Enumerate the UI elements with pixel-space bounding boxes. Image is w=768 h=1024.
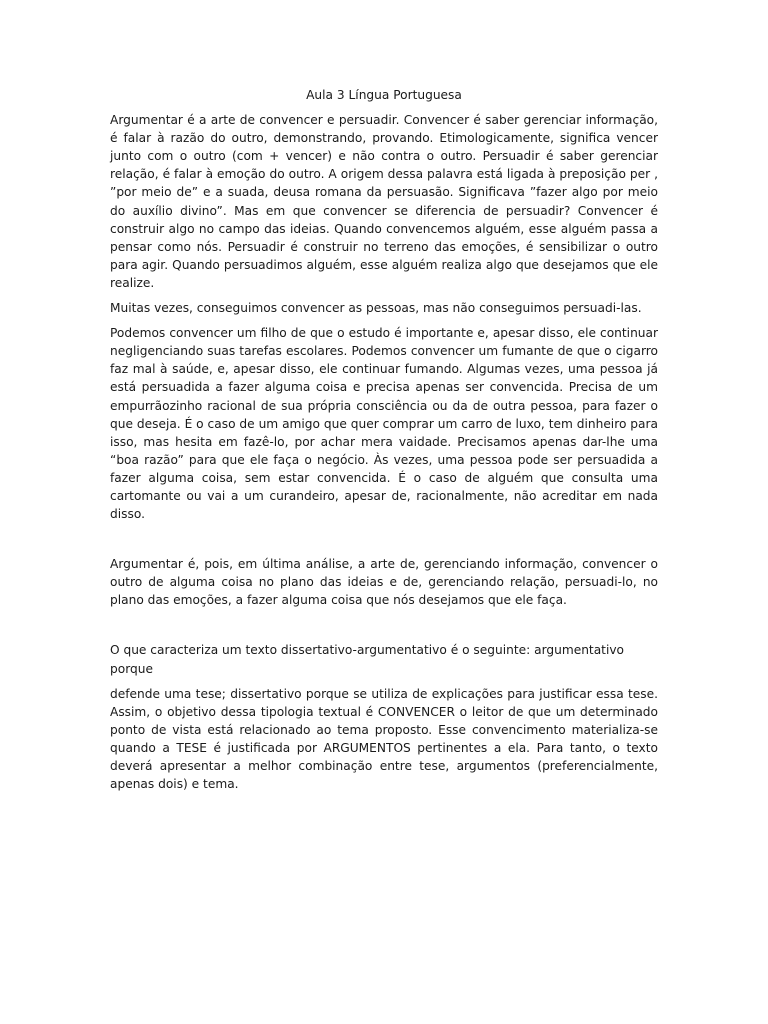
paragraph-texto-dissertativo: O que caracteriza um texto dissertativo-argumentativo é o seguinte: argumentativo porque: [110, 643, 625, 676]
paragraph-argumentar-conclusao: Argumentar é, pois, em última análise, a arte de, gerenciando informação, convencer o outro de alguma coisa no plano das ideias e de, gerenciando relação, persuadi-lo, no plano das emoções, a fazer alguma coisa que nós desejamos que ele faça.: [110, 557, 658, 608]
paragraph-defende-tese: defende uma tese; dissertativo porque se utiliza de explicações para justificar essa tese. Assim, o objetivo dessa tipologia textual é CONVENCER o leitor de que um determinado ponto de vista está relacionado ao tema proposto. Esse convencimento materializa-se quando a TESE é justificada por ARGUMENTOS pertinentes a ela. Para tanto, o texto deverá apresentar a melhor combinação entre tese, argumentos (preferencialmente, apenas dois) e tema.: [110, 686, 658, 792]
document-body: [110, 86, 658, 800]
blank-line: [110, 530, 658, 555]
paragraph-muitas-vezes: Muitas vezes, conseguimos convencer as pessoas, mas não conseguimos persuadi-las.: [110, 301, 642, 316]
paragraph-argumentar: Argumentar é a arte de convencer e persuadir. Convencer é saber gerenciar informação, é falar à razão do outro, demonstrando, provando. Etimologicamente, significa vencer junto com o outro (com + vencer) e não contra o outro. Persuadir é saber gerenciar relação, é falar à emoção do outro. A origem dessa palavra está ligada à preposição per , ”por meio de” e a suada, deusa romana da persuasão. Significava ”fazer algo por meio do auxílio divino”. Mas em que convencer se diferencia de persuadir? Convencer é construir algo no campo das ideias. Quando convencemos alguém, esse alguém passa a pensar como nós. Persuadir é construir no terreno das emoções, é sensibilizar o outro para agir. Quando persuadimos alguém, esse alguém realiza algo que desejamos que ele realize.: [110, 113, 658, 290]
blank-line: [110, 616, 658, 641]
page-title: Aula 3 Língua Portuguesa: [306, 88, 462, 102]
paragraph-podemos-convencer: Podemos convencer um filho de que o estudo é importante e, apesar disso, ele continuar negligenciando suas tarefas escolares. Podemos convencer um fumante de que o cigarro faz mal à saúde, e, apesar disso, ele continuar fumando. Algumas vezes, uma pessoa já está persuadida a fazer alguma coisa e precisa apenas ser convencida. Precisa de um empurrãozinho racional de sua própria consciência ou da de outra pessoa, para fazer o que deseja. É o caso de um amigo que quer comprar um carro de luxo, tem dinheiro para isso, mas hesita em fazê-lo, por achar mera vaidade. Precisamos apenas dar-lhe uma “boa razão” para que ele faça o negócio. Às vezes, uma pessoa pode ser persuadida a fazer alguma coisa, sem estar convencida. É o caso de alguém que consulta uma cartomante ou vai a um curandeiro, apesar de, racionalmente, não acreditar em nada disso.: [110, 326, 658, 522]
